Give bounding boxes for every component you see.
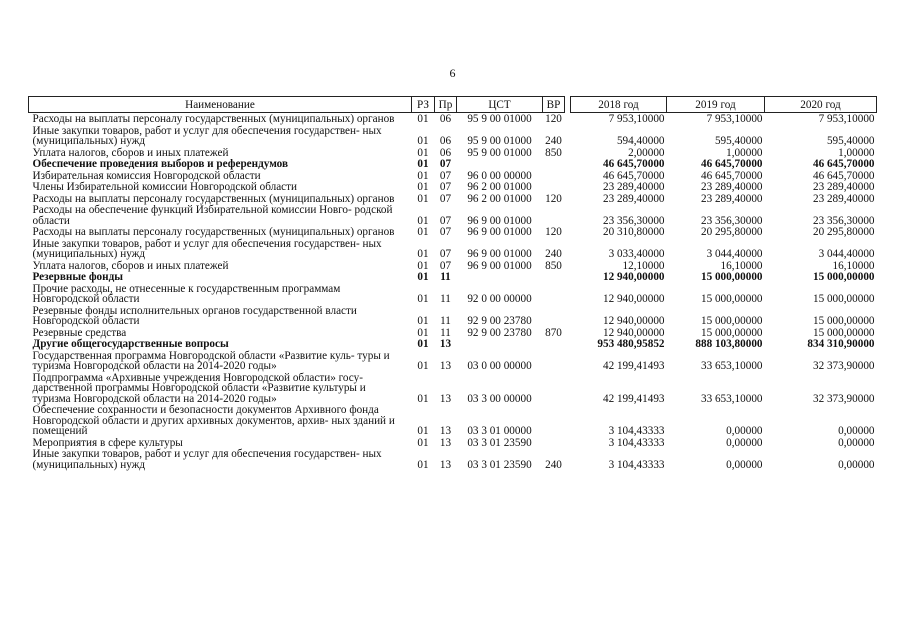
- row-rz: 01: [417, 271, 429, 283]
- row-rz: 01: [417, 169, 429, 182]
- row-pr: 07: [439, 192, 452, 205]
- row-vr: [543, 181, 565, 193]
- table-row: [29, 437, 877, 449]
- page-number: 6: [449, 66, 456, 80]
- row-2018: 3 104,43333: [608, 425, 665, 437]
- table-row: [29, 260, 877, 272]
- row-pr: 13: [439, 436, 452, 449]
- row-2018: 42 199,41493: [602, 360, 665, 372]
- row-name: Обеспечение проведения выборов и референдумов: [32, 158, 289, 170]
- table-row: [29, 181, 877, 193]
- row-2020: 23 356,30000: [812, 214, 875, 227]
- row-2019: 0,00000: [726, 436, 763, 449]
- row-2019: 0,00000: [726, 458, 763, 471]
- row-rz: 01: [417, 135, 429, 147]
- row-name: Прочие расходы, не отнесенные к государственным программам Новгородской области: [32, 282, 341, 305]
- row-pr: 07: [439, 181, 452, 193]
- row-vr: 850: [545, 259, 562, 272]
- table-row: [29, 372, 877, 405]
- budget-table: [28, 96, 877, 470]
- row-2018: 594,40000: [616, 135, 665, 147]
- row-cst: 03 3 01 00000: [467, 425, 532, 437]
- row-2019: 33 653,10000: [700, 360, 763, 372]
- row-2020: 32 373,90000: [812, 360, 875, 372]
- table-header-row: [29, 97, 877, 113]
- row-vr: [543, 305, 565, 327]
- row-2019: 15 000,00000: [700, 315, 763, 327]
- table-row: [29, 305, 877, 327]
- row-name: Государственная программа Новгородской области «Развитие куль- туры и туризма Новгородской области на 2014-2020 годы»: [32, 349, 390, 372]
- row-rz: 01: [417, 338, 429, 350]
- row-name: Расходы на выплаты персоналу государственных (муниципальных) органов: [32, 113, 395, 125]
- row-rz: 01: [417, 392, 429, 405]
- row-pr: 13: [439, 338, 452, 350]
- row-rz: 01: [417, 248, 429, 260]
- row-rz: 01: [417, 293, 429, 305]
- row-2018: 23 289,40000: [602, 192, 665, 205]
- row-2020: 46 645,70000: [812, 158, 875, 170]
- row-vr: 240: [545, 135, 562, 147]
- table-row: [29, 271, 877, 283]
- header-2018: 2018 год: [571, 97, 667, 113]
- row-2020: 15 000,00000: [812, 271, 875, 283]
- row-vr: 120: [545, 113, 562, 125]
- row-rz: 01: [417, 315, 429, 327]
- row-cst: 95 9 00 01000: [467, 113, 532, 125]
- row-cst: 96 0 00 00000: [467, 169, 532, 182]
- header-cst: ЦСТ: [457, 97, 543, 113]
- row-name: Иные закупки товаров, работ и услуг для обеспечения государствен- ных (муниципальных) нужд: [32, 237, 382, 260]
- row-pr: 07: [439, 169, 452, 182]
- row-name: Иные закупки товаров, работ и услуг для обеспечения государствен- ных (муниципальных) нужд: [32, 124, 382, 147]
- table-row: [29, 158, 877, 170]
- row-vr: [543, 271, 565, 283]
- table-row: [29, 113, 877, 125]
- row-cst: 95 9 00 01000: [467, 135, 532, 147]
- row-2020: 1,00000: [838, 146, 875, 159]
- row-cst: 95 9 00 01000: [467, 146, 532, 159]
- row-rz: 01: [417, 458, 429, 471]
- row-vr: [543, 404, 565, 437]
- row-name: Обеспечение сохранности и безопасности документов Архивного фонда Новгородской области и других архивных документов, архив- ных зданий и помещений: [32, 404, 395, 437]
- row-rz: 01: [417, 146, 429, 159]
- header-2020: 2020 год: [765, 97, 877, 113]
- row-2020: 20 295,80000: [812, 226, 875, 238]
- row-vr: [543, 283, 565, 305]
- row-2019: 23 356,30000: [700, 214, 763, 227]
- row-rz: 01: [417, 214, 429, 227]
- row-cst: 96 2 00 01000: [467, 192, 532, 205]
- row-2019: 0,00000: [726, 425, 763, 437]
- row-2019: 23 289,40000: [700, 181, 763, 193]
- row-2020: 7 953,10000: [818, 113, 875, 125]
- table-row: [29, 125, 877, 147]
- row-2018: 23 356,30000: [602, 214, 665, 227]
- row-pr: 11: [440, 293, 451, 305]
- row-2018: 12 940,00000: [602, 315, 665, 327]
- row-2020: 15 000,00000: [812, 315, 875, 327]
- row-vr: 240: [545, 248, 562, 260]
- row-2019: 23 289,40000: [700, 192, 763, 205]
- row-2020: 0,00000: [838, 458, 875, 471]
- row-2019: 7 953,10000: [706, 113, 763, 125]
- row-rz: 01: [417, 113, 429, 125]
- row-2019: 3 044,40000: [706, 248, 763, 260]
- row-2019: 16,10000: [720, 259, 763, 272]
- row-name: Уплата налогов, сборов и иных платежей: [32, 259, 229, 272]
- row-pr: 07: [439, 259, 452, 272]
- row-2020: 15 000,00000: [812, 293, 875, 305]
- row-2020: 15 000,00000: [812, 326, 875, 339]
- row-cst: [457, 338, 543, 350]
- row-2019: 15 000,00000: [700, 271, 763, 283]
- table-row: [29, 226, 877, 238]
- row-cst: [457, 271, 543, 283]
- row-cst: 03 3 01 23590: [467, 458, 532, 471]
- row-2018: 12 940,00000: [602, 326, 665, 339]
- row-pr: 11: [440, 315, 451, 327]
- row-name: Избирательная комиссия Новгородской области: [32, 169, 261, 182]
- row-name: Подпрограмма «Архивные учреждения Новгородской области» госу- дарственной программы Новгородской области «Развитие культуры и туризма Новгородской области на 2014-2020 годы»: [32, 371, 366, 405]
- row-2020: 0,00000: [838, 425, 875, 437]
- row-cst: 92 0 00 00000: [467, 293, 532, 305]
- row-2020: 0,00000: [838, 436, 875, 449]
- table-row: [29, 193, 877, 205]
- row-2020: 23 289,40000: [812, 181, 875, 193]
- row-2020: 834 310,90000: [807, 338, 875, 350]
- row-2019: 15 000,00000: [700, 293, 763, 305]
- table-row: [29, 283, 877, 305]
- row-2018: 12 940,00000: [602, 293, 665, 305]
- table-row: [29, 170, 877, 182]
- row-2018: 42 199,41493: [602, 392, 665, 405]
- row-pr: 07: [439, 226, 452, 238]
- row-pr: 13: [439, 360, 452, 372]
- row-pr: 11: [440, 326, 451, 339]
- table-row: [29, 204, 877, 226]
- row-2018: 3 104,43333: [608, 458, 665, 471]
- row-pr: 07: [439, 158, 452, 170]
- row-name: Мероприятия в сфере культуры: [32, 436, 183, 449]
- row-2019: 46 645,70000: [700, 169, 763, 182]
- row-cst: 92 9 00 23780: [467, 315, 532, 327]
- row-2018: 12,10000: [622, 259, 665, 272]
- row-2019: 888 103,80000: [695, 338, 763, 350]
- row-2018: 953 480,95852: [597, 338, 665, 350]
- row-vr: [543, 372, 565, 405]
- row-pr: 06: [439, 135, 452, 147]
- row-2018: 3 033,40000: [608, 248, 665, 260]
- row-name: Уплата налогов, сборов и иных платежей: [32, 146, 229, 159]
- row-2019: 33 653,10000: [700, 392, 763, 405]
- table-row: [29, 448, 877, 470]
- table-row: [29, 238, 877, 260]
- row-2020: 46 645,70000: [812, 169, 875, 182]
- row-vr: [543, 350, 565, 372]
- row-name: Другие общегосударственные вопросы: [32, 338, 229, 350]
- row-vr: [543, 338, 565, 350]
- header-name: Наименование: [29, 97, 412, 113]
- row-cst: 92 9 00 23780: [467, 326, 532, 339]
- row-cst: 96 9 00 01000: [467, 248, 532, 260]
- row-2018: 23 289,40000: [602, 181, 665, 193]
- row-name: Расходы на выплаты персоналу государственных (муниципальных) органов: [32, 226, 395, 238]
- row-rz: 01: [417, 360, 429, 372]
- row-rz: 01: [417, 326, 429, 339]
- table-body: [29, 113, 877, 471]
- table-row: [29, 147, 877, 159]
- row-name: Расходы на выплаты персоналу государственных (муниципальных) органов: [32, 192, 395, 205]
- row-rz: 01: [417, 181, 429, 193]
- row-cst: 96 9 00 01000: [467, 226, 532, 238]
- row-cst: 96 9 00 01000: [467, 259, 532, 272]
- row-2019: 20 295,80000: [700, 226, 763, 238]
- row-rz: 01: [417, 436, 429, 449]
- row-name: Члены Избирательной комиссии Новгородской области: [32, 181, 298, 193]
- row-2018: 46 645,70000: [602, 158, 665, 170]
- table-row: [29, 404, 877, 437]
- row-2019: 15 000,00000: [700, 326, 763, 339]
- row-2018: 20 310,80000: [602, 226, 665, 238]
- row-vr: 870: [545, 326, 562, 339]
- row-rz: 01: [417, 158, 429, 170]
- row-2018: 3 104,43333: [608, 436, 665, 449]
- table-row: [29, 338, 877, 350]
- row-name: Расходы на обеспечение функций Избирательной комиссии Новго- родской области: [32, 204, 393, 227]
- row-vr: 240: [545, 458, 562, 471]
- row-pr: 13: [439, 458, 452, 471]
- row-rz: 01: [417, 425, 429, 437]
- row-vr: [543, 170, 565, 182]
- row-2020: 32 373,90000: [812, 392, 875, 405]
- row-pr: 11: [440, 271, 451, 283]
- row-cst: 03 3 00 00000: [467, 392, 532, 405]
- row-cst: 03 3 01 23590: [467, 436, 532, 449]
- header-rz: РЗ: [412, 97, 435, 113]
- table-row: [29, 327, 877, 339]
- row-vr: [543, 158, 565, 170]
- header-vr: ВР: [543, 97, 565, 113]
- row-rz: 01: [417, 192, 429, 205]
- row-rz: 01: [417, 259, 429, 272]
- row-name: Иные закупки товаров, работ и услуг для обеспечения государствен- ных (муниципальных) нужд: [32, 448, 382, 471]
- row-2019: 1,00000: [726, 146, 763, 159]
- row-pr: 07: [439, 214, 452, 227]
- row-2020: 595,40000: [826, 135, 875, 147]
- row-name: Резервные фонды: [32, 271, 123, 283]
- row-vr: 850: [545, 146, 562, 159]
- table-row: [29, 350, 877, 372]
- row-pr: 13: [439, 392, 452, 405]
- row-cst: [457, 158, 543, 170]
- row-2020: 16,10000: [832, 259, 875, 272]
- row-vr: [543, 437, 565, 449]
- row-2018: 2,00000: [628, 146, 665, 159]
- row-2019: 46 645,70000: [700, 158, 763, 170]
- row-vr: 120: [545, 226, 562, 238]
- row-name: Резервные средства: [32, 326, 127, 339]
- row-cst: 96 9 00 01000: [467, 214, 532, 227]
- row-pr: 06: [439, 146, 452, 159]
- row-pr: 07: [439, 248, 452, 260]
- row-2018: 12 940,00000: [602, 271, 665, 283]
- row-2018: 46 645,70000: [602, 169, 665, 182]
- row-rz: 01: [417, 226, 429, 238]
- row-cst: 03 0 00 00000: [467, 360, 532, 372]
- row-2018: 7 953,10000: [608, 113, 665, 125]
- header-pr: Пр: [435, 97, 457, 113]
- row-vr: 120: [545, 192, 562, 205]
- header-2019: 2019 год: [667, 97, 765, 113]
- row-pr: 06: [439, 113, 452, 125]
- row-pr: 13: [439, 425, 452, 437]
- row-2020: 3 044,40000: [818, 248, 875, 260]
- row-vr: [543, 204, 565, 226]
- row-cst: 96 2 00 01000: [467, 181, 532, 193]
- row-2019: 595,40000: [714, 135, 763, 147]
- row-2020: 23 289,40000: [812, 192, 875, 205]
- row-name: Резервные фонды исполнительных органов государственной власти Новгородской области: [32, 304, 357, 327]
